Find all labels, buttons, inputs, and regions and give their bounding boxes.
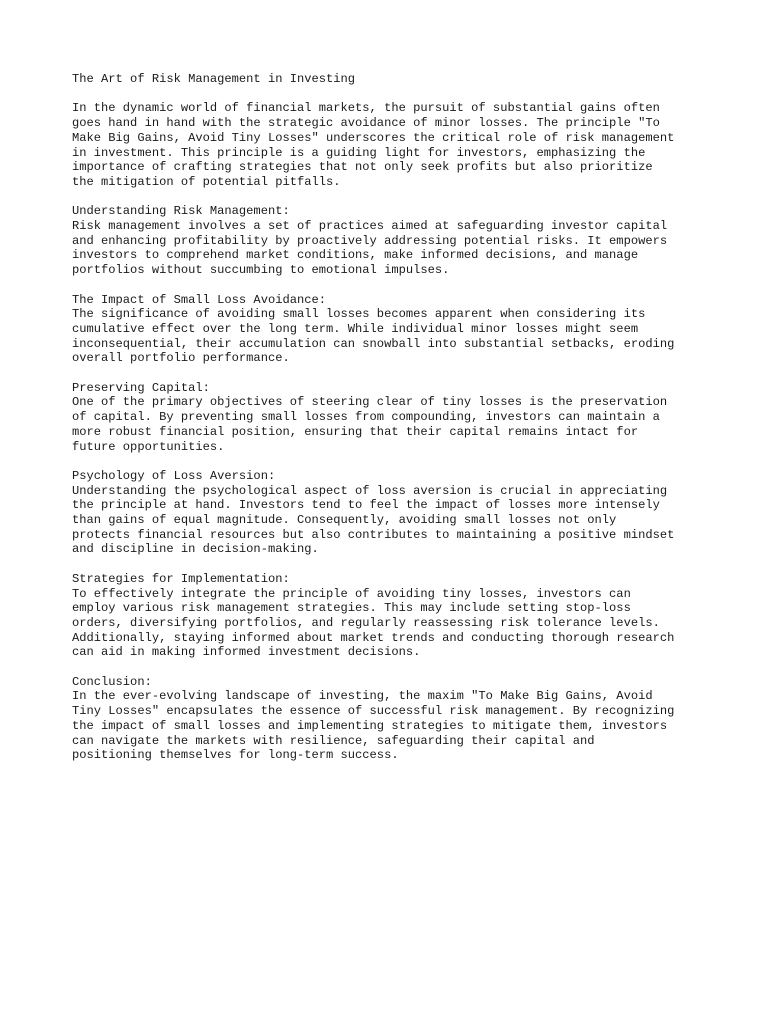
section-line: The significance of avoiding small losses becomes apparent when considering its [72, 307, 646, 322]
document-page [72, 72, 712, 778]
section-preserving-capital [72, 381, 712, 455]
section-line: Understanding the psychological aspect of loss aversion is crucial in appreciating [72, 483, 668, 498]
section-line: can navigate the markets with resilience, safeguarding their capital and [72, 733, 595, 748]
section-loss-aversion [72, 469, 712, 557]
section-line: Additionally, staying informed about market trends and conducting thorough research [72, 630, 675, 645]
section-line: more robust financial position, ensuring that their capital remains intact for [72, 424, 639, 439]
intro-line: in investment. This principle is a guiding light for investors, emphasizing the [72, 145, 646, 160]
section-heading: Preserving Capital: [72, 380, 210, 395]
section-heading: Strategies for Implementation: [72, 571, 290, 586]
intro-line: In the dynamic world of financial markets, the pursuit of substantial gains often [72, 101, 660, 116]
section-line: orders, diversifying portfolios, and regularly reassessing risk tolerance levels. [72, 615, 660, 630]
section-line: investors to comprehend market conditions, make informed decisions, and manage [72, 248, 639, 263]
section-line: One of the primary objectives of steering clear of tiny losses is the preservation [72, 395, 668, 410]
section-line: In the ever-evolving landscape of investing, the maxim "To Make Big Gains, Avoid [72, 689, 653, 704]
section-conclusion [72, 675, 712, 763]
intro-line: goes hand in hand with the strategic avoidance of minor losses. The principle "To [72, 116, 660, 131]
intro-line: Make Big Gains, Avoid Tiny Losses" underscores the critical role of risk management [72, 130, 675, 145]
section-line: future opportunities. [72, 439, 225, 454]
section-strategies [72, 572, 712, 660]
document-title: The Art of Risk Management in Investing [72, 72, 356, 86]
section-line: Risk management involves a set of practices aimed at safeguarding investor capital [72, 219, 668, 233]
section-line: cumulative effect over the long term. While individual minor losses might seem [72, 321, 639, 336]
section-line: protects financial resources but also contributes to maintaining a positive mindset [72, 527, 675, 542]
section-risk-management [72, 204, 712, 278]
section-line: To effectively integrate the principle of avoiding tiny losses, investors can [72, 586, 631, 601]
section-line: portfolios without succumbing to emotional impulses. [72, 263, 450, 278]
section-line: can aid in making informed investment decisions. [72, 645, 421, 660]
section-line: of capital. By preventing small losses from compounding, investors can maintain a [72, 410, 660, 425]
section-heading: Conclusion: [72, 674, 152, 689]
section-heading: Psychology of Loss Aversion: [72, 468, 276, 483]
intro-line: importance of crafting strategies that not only seek profits but also prioritize [72, 160, 653, 175]
section-line: inconsequential, their accumulation can snowball into substantial setbacks, eroding [72, 336, 675, 351]
section-line: the impact of small losses and implementing strategies to mitigate them, investors [72, 718, 668, 733]
section-heading: Understanding Risk Management: [72, 204, 290, 219]
section-line: and enhancing profitability by proactively addressing potential risks. It empowers [72, 233, 668, 248]
section-line: the principle at hand. Investors tend to feel the impact of losses more intensely [72, 498, 660, 513]
intro-line: the mitigation of potential pitfalls. [72, 174, 341, 189]
section-line: positioning themselves for long-term success. [72, 748, 399, 763]
section-small-loss-avoidance [72, 293, 712, 367]
section-line: employ various risk management strategies. This may include setting stop-loss [72, 601, 631, 616]
section-line: Tiny Losses" encapsulates the essence of successful risk management. By recognizing [72, 704, 675, 719]
intro-paragraph [72, 101, 712, 189]
section-line: and discipline in decision-making. [72, 542, 319, 557]
section-heading: The Impact of Small Loss Avoidance: [72, 292, 327, 307]
section-line: overall portfolio performance. [72, 351, 290, 366]
section-line: than gains of equal magnitude. Consequently, avoiding small losses not only [72, 513, 617, 528]
